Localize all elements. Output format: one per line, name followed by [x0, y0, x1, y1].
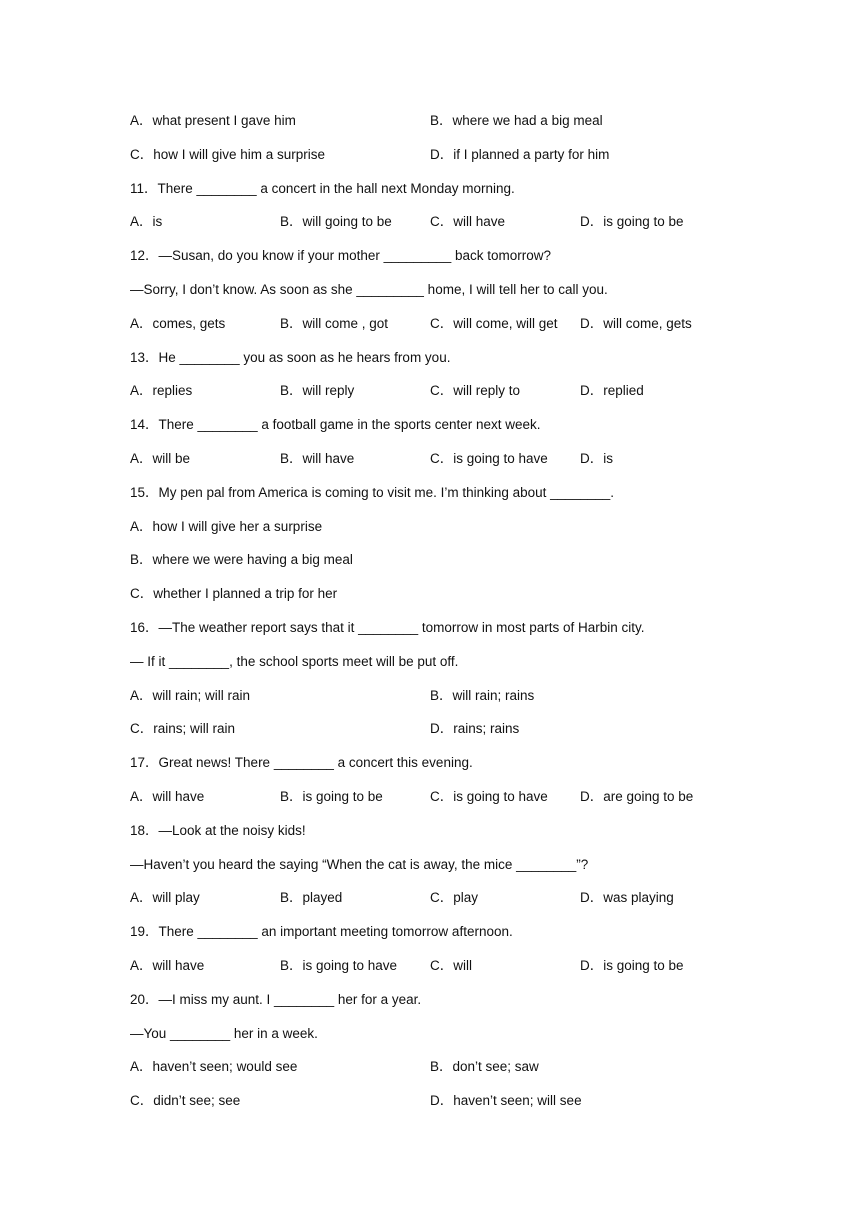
answer-option: B．played [280, 890, 343, 906]
question-text: —Haven’t you heard the saying “When the cat is away, the mice ________”? [130, 856, 589, 872]
answer-option: A．is [130, 214, 163, 230]
answer-option: A．will rain; will rain [130, 687, 251, 703]
answer-option: A．will have [130, 958, 205, 973]
answer-option: A．will have [130, 789, 205, 804]
answer-option: C．play [430, 890, 479, 906]
answer-option: C．will come, will get [430, 315, 558, 331]
options-row [130, 1091, 800, 1111]
answer-option: D．are going to be [580, 789, 694, 804]
options-row [130, 314, 800, 334]
options-row [130, 449, 800, 469]
answer-option: A．comes, gets [130, 315, 226, 331]
options-row [130, 1057, 800, 1077]
answer-option: D．is going to be [580, 958, 684, 973]
question-text: 17．Great news! There ________ a concert this evening. [130, 755, 473, 771]
options-row [130, 888, 800, 908]
question-text: 19．There ________ an important meeting tomorrow afternoon. [130, 924, 513, 940]
answer-option: D．replied [580, 383, 644, 399]
answer-option: B．will come , got [280, 315, 389, 331]
question-text: 13．He ________ you as soon as he hears from you. [130, 349, 451, 365]
answer-option: C．didn’t see; see [130, 1093, 241, 1109]
answer-option: B．will reply [280, 383, 355, 399]
answer-option: C．whether I planned a trip for her [130, 586, 338, 602]
answer-option: A．will be [130, 451, 191, 466]
answer-option: B．will have [280, 451, 355, 466]
options-row [130, 111, 800, 131]
question-text: 14．There ________ a football game in the sports center next week. [130, 417, 541, 433]
question-text: 16．—The weather report says that it ________ tomorrow in most parts of Harbin city. [130, 620, 645, 635]
question-text: 18．—Look at the noisy kids! [130, 822, 306, 838]
answer-option: A．how I will give her a surprise [130, 518, 323, 534]
question-text: — If it ________, the school sports meet will be put off. [130, 653, 459, 669]
options-row [130, 956, 800, 976]
question-text: —You ________ her in a week. [130, 1025, 318, 1041]
answer-option: B．where we were having a big meal [130, 552, 353, 568]
question-text: 11．There ________ a concert in the hall next Monday morning. [130, 180, 515, 196]
options-row [130, 686, 800, 706]
answer-option: D．rains; rains [430, 721, 520, 737]
answer-option: A．replies [130, 383, 193, 399]
answer-option: D．was playing [580, 890, 674, 906]
answer-option: D．is [580, 451, 613, 466]
options-row [130, 787, 800, 807]
answer-option: A．haven’t seen; would see [130, 1059, 298, 1075]
answer-option: D．will come, gets [580, 315, 692, 331]
options-row [130, 719, 800, 739]
options-row [130, 212, 800, 232]
answer-option: A．what present I gave him [130, 113, 296, 128]
question-text: —Sorry, I don’t know. As soon as she _________ home, I will tell her to call you. [130, 282, 608, 297]
answer-option: C．will [430, 958, 472, 973]
answer-option: C．is going to have [430, 451, 548, 466]
answer-option: D．haven’t seen; will see [430, 1093, 582, 1109]
answer-option: C．how I will give him a surprise [130, 146, 326, 162]
answer-option: C．rains; will rain [130, 721, 236, 737]
answer-option: B．will going to be [280, 214, 392, 230]
question-text: 12．—Susan, do you know if your mother _________ back tomorrow? [130, 248, 551, 264]
answer-option: A．will play [130, 890, 200, 906]
answer-option: C．will reply to [430, 383, 521, 399]
answer-option: B．is going to be [280, 789, 383, 804]
options-row [130, 145, 800, 165]
answer-option: D．if I planned a party for him [430, 146, 610, 162]
answer-option: B．will rain; rains [430, 687, 535, 703]
answer-option: D．is going to be [580, 214, 684, 230]
answer-option: B．don’t see; saw [430, 1059, 539, 1075]
options-row [130, 381, 800, 401]
answer-option: C．will have [430, 214, 506, 230]
question-text: 20．—I miss my aunt. I ________ her for a year. [130, 991, 422, 1007]
question-text: 15．My pen pal from America is coming to visit me. I’m thinking about ________. [130, 484, 614, 500]
answer-option: C．is going to have [430, 789, 548, 804]
answer-option: B．is going to have [280, 958, 398, 973]
answer-option: B．where we had a big meal [430, 113, 603, 128]
